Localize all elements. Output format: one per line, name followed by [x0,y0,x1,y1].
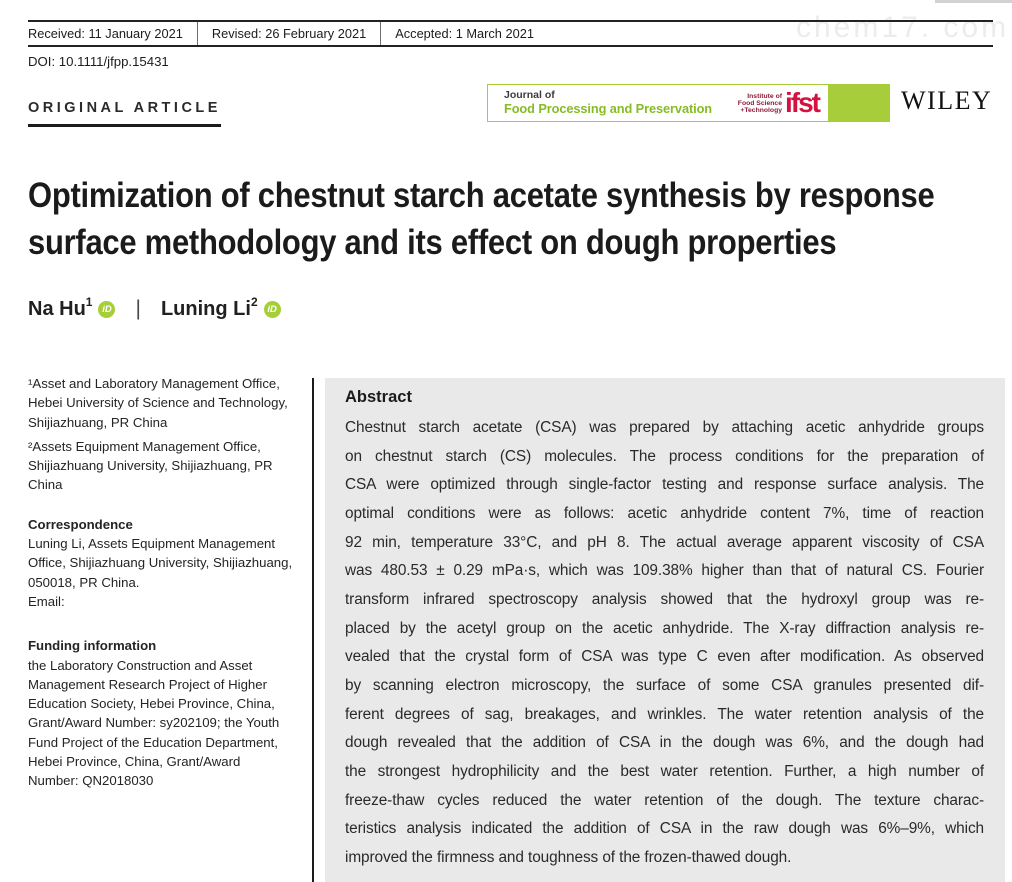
column-divider [312,378,314,882]
ifst-wordmark: ifst [785,87,819,118]
date-accepted: Accepted: 1 March 2021 [395,26,534,41]
affiliation-line: ¹Asset and Laboratory Management Office, [28,376,280,391]
ifst-institute-line: Institute of [747,92,782,100]
authors-row [28,297,281,321]
watermark: chem17. com [796,11,1010,44]
abstract-heading: Abstract [345,388,412,406]
affiliation-2 [28,437,310,495]
funding-heading: Funding information [28,638,157,654]
correspondence-text [28,534,310,611]
journal-name-line2: Food Processing and Preservation [504,100,713,116]
ifst-institute-line: Food Science [737,99,782,107]
orcid-icon[interactable]: iD [264,301,281,318]
abstract-section [325,378,1005,882]
title-line: surface methodology and its effect on dough properties [28,223,837,262]
abstract-line: vealed that the crystal form of CSA was type C even after modification. As observed [345,648,984,666]
ifst-institute-line: +Technology [740,106,782,114]
affiliation-line: Hebei University of Science and Technology, [28,395,288,411]
affiliation-line: ²Assets Equipment Management Office, [28,438,261,454]
abstract-line: ferent degrees of sag, breakages, and wrinkles. The water retention analysis of the [345,705,984,723]
article-type-label: ORIGINAL ARTICLE [28,100,221,127]
ifst-institute-text [738,93,782,114]
title-line: Optimization of chestnut starch acetate synthesis by response [28,176,935,215]
funding-text [28,656,310,791]
abstract-line: improved the firmness and toughness of the frozen-thawed dough. [345,848,792,866]
banner-green-block [828,84,890,122]
correspondence-line: 050018, PR China. [28,574,140,590]
affiliation-1 [28,374,310,432]
abstract-line: Chestnut starch acetate (CSA) was prepared by attaching acetic anhydride groups [345,419,984,436]
correspondence-line: Luning Li, Assets Equipment Management [28,536,276,552]
abstract-line: freeze-thaw cycles reduced the water retention of the dough. The texture charac- [345,791,984,809]
funding-line: Fund Project of the Education Department, [28,734,278,750]
abstract-line: transform infrared spectroscopy analysis showed that the hydroxyl group was re- [345,590,984,608]
journal-name-line1: Journal of [504,88,555,101]
abstract-line: on chestnut starch (CS) molecules. The process conditions for the preparation of [345,447,984,465]
dates-strip [28,20,993,47]
abstract-line: was 480.53 ± 0.29 mPa·s, which was 109.38% higher than that of natural CS. Fourier [345,562,984,580]
doi-text: DOI: 10.1111/jfpp.15431 [28,54,169,69]
date-revised: Revised: 26 February 2021 [198,22,381,45]
funding-line: Number: QN2018030 [28,773,154,789]
article-title [28,172,957,266]
ifst-logo [738,88,819,118]
author-separator: | [135,297,141,320]
abstract-line: CSA were optimized through single-factor testing and response surface analysis. The [345,476,984,494]
author-affiliation-sup-2: 2 [250,295,258,309]
funding-line: Grant/Award Number: sy202109; the Youth [28,715,280,731]
affiliation-line: Shijiazhuang University, Shijiazhuang, PR [28,458,273,474]
abstract-line: the strongest hydrophilicity and the best water retention. Further, a high number of [345,762,984,780]
journal-banner [487,84,890,122]
wiley-logo: WILEY [901,86,993,115]
correspondence-line: Office, Shijiazhuang University, Shijiazhuang, [28,555,293,571]
metadata-sidebar [28,374,310,791]
date-received: Received: 11 January 2021 [28,22,198,45]
orcid-icon[interactable]: iD [98,301,115,318]
author-name-1: Na Hu [28,297,86,320]
funding-line: Management Research Project of Higher [28,676,267,692]
author-name-2: Luning Li [160,297,251,320]
journal-name [488,90,738,116]
abstract-text [345,414,984,873]
author-affiliation-sup-1: 1 [85,295,93,309]
affiliation-line: Shijiazhuang, PR China [28,414,168,430]
funding-line: Hebei Province, China, Grant/Award [28,754,241,770]
abstract-line: teristics analysis indicated the addition of CSA in the raw dough was 6%–9%, which [345,820,984,838]
abstract-line: dough revealed that the addition of CSA in the dough was 6%, and the dough had [345,734,984,752]
correspondence-heading: Correspondence [28,516,133,532]
abstract-line: by scanning electron microscopy, the surface of some CSA granules presented dif- [345,676,984,694]
abstract-line: 92 min, temperature 33°C, and pH 8. The actual average apparent viscosity of CSA [345,533,984,551]
corner-bar [935,0,1012,3]
abstract-line: placed by the acetyl group on the acetic anhydride. The X-ray diffraction analysis re- [345,619,984,637]
abstract-line: optimal conditions were as follows: acetic anhydride content 7%, time of reaction [345,504,984,522]
funding-line: Education Society, Hebei Province, China, [28,696,275,712]
funding-line: the Laboratory Construction and Asset [28,657,253,673]
affiliation-line: China [28,477,63,493]
correspondence-line: Email: [28,593,65,609]
